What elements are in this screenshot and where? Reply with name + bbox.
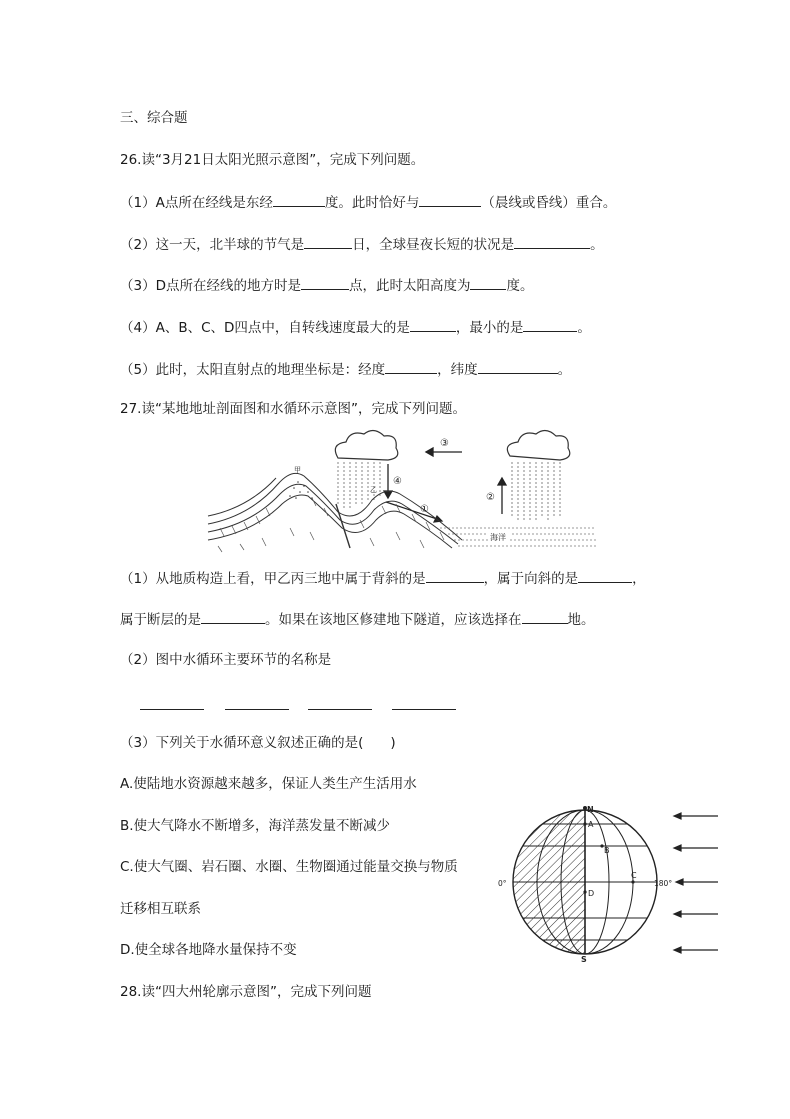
circled-label-3: ③ bbox=[440, 438, 449, 449]
label-jia: 甲 bbox=[294, 466, 301, 474]
sunlight-arrows bbox=[674, 813, 718, 953]
q27-part1-line2 bbox=[120, 609, 595, 629]
ocean-label: 海洋 bbox=[490, 533, 506, 542]
answer-blank-2[interactable] bbox=[225, 708, 289, 710]
answer-blank[interactable] bbox=[578, 568, 632, 583]
q26-part5 bbox=[120, 359, 571, 379]
answer-blank[interactable] bbox=[478, 359, 558, 374]
point-a bbox=[583, 822, 586, 825]
q26-p2-text-b: 日，全球昼夜长短的状况是 bbox=[352, 237, 515, 253]
answer-blank[interactable] bbox=[426, 568, 484, 583]
q27-p1-text-b: ，属于向斜的是 bbox=[483, 571, 579, 587]
point-d bbox=[583, 890, 586, 893]
q27-p1-line2-text-c: 地。 bbox=[567, 612, 595, 628]
answer-blank[interactable] bbox=[523, 317, 577, 332]
q26-p4-text-a: （4）A、B、C、D四点中，自转线速度最大的是 bbox=[120, 320, 410, 336]
answer-blank[interactable] bbox=[273, 192, 325, 207]
answer-blank[interactable] bbox=[522, 609, 568, 624]
label-yi: 乙 bbox=[370, 486, 377, 494]
q27-p1-text-c: ， bbox=[632, 571, 646, 587]
circled-label-1: ① bbox=[420, 504, 429, 515]
q27-p1-text-a: （1）从地质构造上看，甲乙丙三地中属于背斜的是 bbox=[120, 571, 426, 587]
label-c: C bbox=[631, 871, 637, 880]
label-b: B bbox=[604, 846, 610, 855]
label-d: D bbox=[588, 889, 595, 898]
section-title: 三、综合题 bbox=[120, 110, 188, 126]
ocean bbox=[440, 528, 596, 546]
label-180-degree: 180° bbox=[654, 879, 673, 888]
peak-dots bbox=[289, 481, 313, 499]
arrow-3-icon bbox=[426, 448, 462, 456]
answer-blank-4[interactable] bbox=[392, 708, 456, 710]
q27-part1-line1 bbox=[120, 568, 646, 588]
option-b: B.使大气降水不断增多，海洋蒸发量不断减少 bbox=[120, 818, 391, 834]
q26-p2-text-c: 。 bbox=[590, 237, 604, 253]
q26-part3 bbox=[120, 275, 533, 295]
answer-blank[interactable] bbox=[410, 317, 456, 332]
q26-p1-text-c: （晨线或昏线）重合。 bbox=[481, 195, 617, 211]
q26-p2-text-a: （2）这一天，北半球的节气是 bbox=[120, 237, 305, 253]
q26-p4-text-c: 。 bbox=[577, 320, 591, 336]
q27-part2: （2）图中水循环主要环节的名称是 bbox=[120, 652, 332, 668]
label-0-degree: 0° bbox=[498, 879, 507, 888]
answer-blank[interactable] bbox=[304, 234, 352, 249]
answer-blank-1[interactable] bbox=[140, 708, 204, 710]
sunlight-globe-diagram bbox=[494, 796, 730, 962]
answer-blank[interactable] bbox=[419, 192, 481, 207]
q26-p3-text-c: 度。 bbox=[506, 278, 534, 294]
q26-p1-text-b: 度。此时恰好与 bbox=[324, 195, 420, 211]
rain-right bbox=[512, 462, 560, 522]
q27-p1-line2-text-a: 属于断层的是 bbox=[120, 612, 201, 628]
q26-p5-text-b: ，纬度 bbox=[437, 362, 478, 378]
q26-part1 bbox=[120, 192, 616, 212]
rock-texture bbox=[218, 498, 444, 552]
q26-p5-text-c: 。 bbox=[557, 362, 572, 378]
option-c-line1: C.使大气圈、岩石圈、水圈、生物圈通过能量交换与物质 bbox=[120, 859, 458, 875]
answer-blank[interactable] bbox=[201, 609, 265, 624]
arrow-4-icon bbox=[384, 464, 392, 498]
answer-blank[interactable] bbox=[385, 359, 437, 374]
q27-p1-line2-text-b: 。如果在该地区修建地下隧道，应该选择在 bbox=[265, 612, 522, 628]
label-s: S bbox=[581, 955, 587, 962]
option-c-line2: 迁移相互联系 bbox=[120, 901, 201, 917]
q26-stem: 26.读“3月21日太阳光照示意图”，完成下列问题。 bbox=[120, 152, 425, 168]
circled-label-4: ④ bbox=[393, 476, 402, 487]
q26-part4 bbox=[120, 317, 591, 337]
answer-blank[interactable] bbox=[470, 275, 506, 290]
q26-p5-text-a: （5）此时，太阳直射点的地理坐标是：经度 bbox=[120, 362, 386, 378]
option-a: A.使陆地水资源越来越多，保证人类生产生活用水 bbox=[120, 776, 417, 792]
point-c bbox=[631, 880, 634, 883]
q26-p1-text-a: （1）A点所在经线是东经 bbox=[120, 195, 273, 211]
arrow-2-icon bbox=[498, 478, 506, 514]
label-a: A bbox=[588, 820, 594, 829]
answer-blank-3[interactable] bbox=[308, 708, 372, 710]
q28-stem: 28.读“四大州轮廓示意图”，完成下列问题 bbox=[120, 984, 372, 1000]
q26-p3-text-a: （3）D点所在经线的地方时是 bbox=[120, 278, 301, 294]
q27-stem: 27.读“某地地址剖面图和水循环示意图”，完成下列问题。 bbox=[120, 401, 466, 417]
q26-p4-text-b: ，最小的是 bbox=[455, 320, 524, 336]
q26-part2 bbox=[120, 234, 604, 254]
cloud-left-icon bbox=[335, 430, 397, 460]
answer-blank[interactable] bbox=[301, 275, 349, 290]
circled-label-2: ② bbox=[486, 492, 495, 503]
option-d: D.使全球各地降水量保持不变 bbox=[120, 942, 297, 958]
label-n: N bbox=[587, 805, 594, 814]
q26-p3-text-b: 点，此时太阳高度为 bbox=[348, 278, 471, 294]
cloud-right-icon bbox=[507, 430, 569, 460]
answer-blank[interactable] bbox=[514, 234, 590, 249]
q27-part3: （3）下列关于水循环意义叙述正确的是( ) bbox=[120, 735, 396, 751]
geology-water-cycle-diagram bbox=[200, 428, 600, 554]
